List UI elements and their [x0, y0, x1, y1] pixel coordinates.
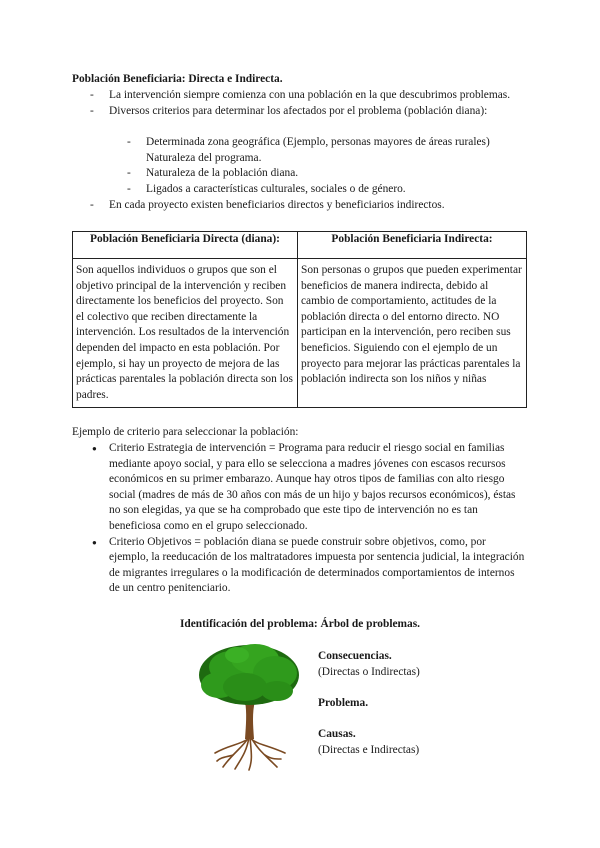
beneficiary-table: [72, 231, 527, 408]
table-header-direct: Población Beneficiaria Directa (diana):: [73, 232, 298, 259]
bullet-list: [90, 198, 530, 214]
criteria-intro: Ejemplo de criterio para seleccionar la población:: [72, 426, 299, 438]
bullet-item: - En cada proyecto existen beneficiarios directos y beneficiarios indirectos.: [90, 198, 530, 214]
sub-bullet-item: - Naturaleza de la población diana.: [127, 166, 527, 182]
section-heading: Población Beneficiaria: Directa e Indirecta.: [72, 73, 283, 85]
criteria-item: ● Criterio Objetivos = población diana se puede construir sobre objetivos, como, por ejemplo, la reeducación de los maltratadores impuesta por sentencia judicial, la integración de migrantes irregulares o la modificación de determinados comportamientos de internos de un centro penitenciario.: [90, 535, 527, 597]
tree-heading: Identificación del problema: Árbol de problemas.: [179, 618, 421, 630]
table-header-indirect: Población Beneficiaria Indirecta:: [298, 232, 527, 259]
legend-consequences-note: (Directas o Indirectas): [318, 665, 420, 678]
tree-foliage: [199, 644, 299, 705]
table-cell-direct: Son aquellos individuos o grupos que son el objetivo principal de la intervención y reciben directamente los beneficios del proyecto. Son el colectivo que reciben directamente la intervención. Los resultados de la intervención dependen del impacto en esta población. Por ejemplo, si hay un proyecto de mejora de las prácticas parentales la población directa son los padres.: [73, 259, 298, 408]
legend-problem: Problema.: [318, 696, 369, 709]
bullet-item: - Diversos criterios para determinar los afectados por el problema (población diana):: [90, 104, 530, 120]
problem-tree-image: [197, 641, 301, 771]
legend-consequences: Consecuencias.: [318, 650, 392, 662]
tree-legend: [318, 649, 420, 758]
legend-causes-note: (Directas e Indirectas): [318, 743, 420, 756]
criteria-item: ● Criterio Estrategia de intervención = Programa para reducir el riesgo social en familias mediante apoyo social, y para ello se selecciona a madres jóvenes con escasos recursos económicos en su primer embarazo. Aunque hay otros tipos de familias con alto riesgo social (madres de más de 30 años con más de un hijo y bajos recursos económicos), éstas no son elegidas, ya que se ha comprobado que este tipo de intervención no es tan beneficiosa como en el grupo seleccionado.: [90, 441, 527, 535]
bullet-item: - La intervención siempre comienza con una población en la que descubrimos problemas.: [90, 88, 530, 104]
sub-bullet-item: - Determinada zona geográfica (Ejemplo, personas mayores de áreas rurales) Naturaleza del programa.: [127, 135, 527, 166]
table-cell-indirect: Son personas o grupos que pueden experimentar beneficios de manera indirecta, debido al cambio de comportamiento, actitudes de la población directa o del entorno directo. NO participan en la intervención, pero reciben sus beneficios. Siguiendo con el ejemplo de un proyecto para mejorar las prácticas parentales la población indirecta son los niños y niñas: [298, 259, 527, 408]
sub-bullet-list: [127, 135, 527, 197]
legend-causes: Causas.: [318, 727, 356, 740]
tree-roots: [215, 737, 285, 770]
criteria-list: [90, 441, 527, 597]
bullet-list: [90, 88, 530, 119]
sub-bullet-item: - Ligados a características culturales, sociales o de género.: [127, 182, 527, 198]
